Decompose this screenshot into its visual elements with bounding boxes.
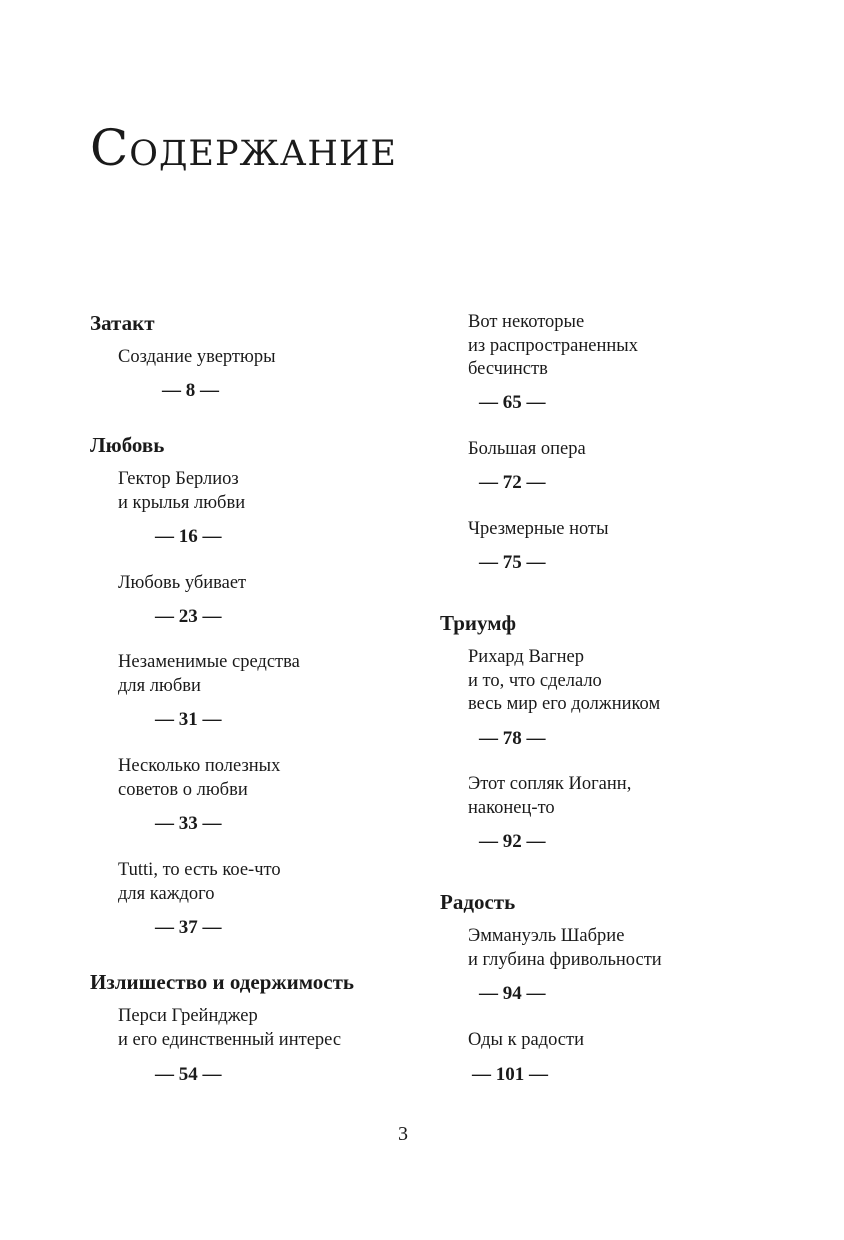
- entry-title-line: весь мир его должником: [468, 694, 661, 714]
- section-heading: Любовь: [90, 433, 165, 457]
- page-number: — 72 —: [479, 472, 546, 493]
- page-number: — 101 —: [472, 1064, 548, 1085]
- entry-title-line: для каждого: [118, 884, 215, 904]
- section-heading: Триумф: [440, 611, 517, 635]
- entry-title-line: Большая опера: [468, 439, 586, 459]
- entry-title-line: Оды к радости: [468, 1030, 584, 1050]
- page-title: Содержание: [90, 119, 397, 177]
- page-number: — 78 —: [479, 728, 546, 749]
- page-number: — 8 —: [162, 380, 219, 401]
- page-number: — 33 —: [155, 813, 222, 834]
- entry-title-line: Перси Грейнджер: [118, 1006, 258, 1026]
- page-folio: 3: [398, 1123, 408, 1145]
- page-number: — 31 —: [155, 709, 222, 730]
- entry-title-line: Несколько полезных: [118, 756, 281, 776]
- section-heading: Затакт: [90, 311, 155, 335]
- entry-title-line: и крылья любви: [118, 493, 246, 513]
- entry-title-line: Рихард Вагнер: [468, 647, 584, 667]
- entry-title-line: бесчинств: [468, 359, 548, 379]
- entry-title-line: Гектор Берлиоз: [118, 469, 239, 489]
- page-number: — 54 —: [155, 1064, 222, 1085]
- entry-title-line: Любовь убивает: [118, 573, 247, 593]
- entry-title-line: Этот сопляк Иоганн,: [468, 774, 632, 794]
- page-number: — 92 —: [479, 831, 546, 852]
- section-heading: Излишество и одержимость: [90, 970, 355, 994]
- entry-title-line: Незаменимые средства: [118, 652, 300, 672]
- section-heading: Радость: [440, 890, 516, 914]
- page-number: — 16 —: [155, 526, 222, 547]
- page-number: — 65 —: [479, 392, 546, 413]
- entry-title-line: для любви: [118, 676, 201, 696]
- entry-title-line: Создание увертюры: [118, 347, 276, 367]
- page-number: — 75 —: [479, 552, 546, 573]
- page-number: — 37 —: [155, 917, 222, 938]
- entry-title-line: советов о любви: [118, 780, 248, 800]
- page-number: — 94 —: [479, 983, 546, 1004]
- entry-title-line: из распространенных: [468, 336, 638, 356]
- entry-title-line: и глубина фривольности: [468, 950, 662, 970]
- entry-title-line: Эммануэль Шабрие: [468, 926, 625, 946]
- entry-title-line: и его единственный интерес: [118, 1030, 342, 1050]
- entry-title-line: Чрезмерные ноты: [468, 519, 609, 539]
- entry-title-line: Вот некоторые: [468, 312, 585, 332]
- entry-title-line: Tutti, то есть кое-что: [118, 860, 281, 880]
- entry-title-line: и то, что сделало: [468, 671, 602, 691]
- page-number: — 23 —: [155, 606, 222, 627]
- entry-title-line: наконец-то: [468, 798, 555, 818]
